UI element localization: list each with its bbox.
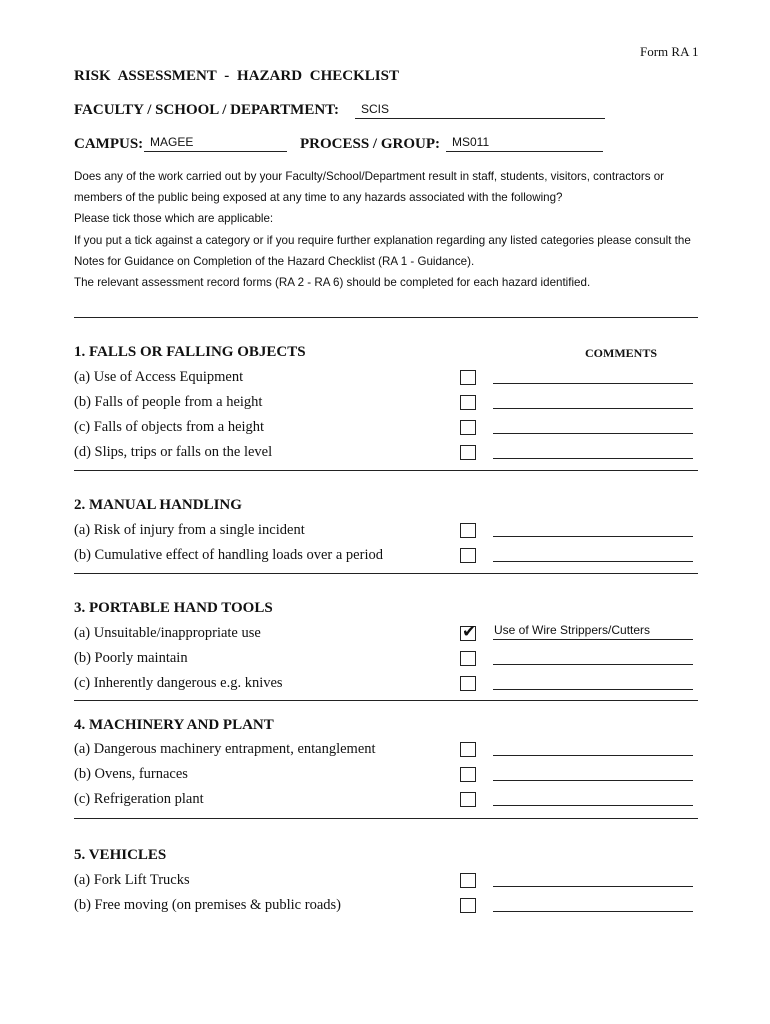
hazard-item-label: (b) Poorly maintain xyxy=(74,650,188,666)
hazard-item-label: (b) Cumulative effect of handling loads over a period xyxy=(74,547,383,563)
faculty-value: SCIS xyxy=(361,102,390,116)
hazard-checkbox[interactable] xyxy=(460,767,476,782)
intro-paragraph-2: Please tick those which are applicable: xyxy=(74,212,274,226)
hazard-item-label: (a) Use of Access Equipment xyxy=(74,369,244,385)
hazard-item-label: (c) Inherently dangerous e.g. knives xyxy=(74,675,283,691)
comment-field[interactable] xyxy=(493,446,693,459)
comment-text: Use of Wire Strippers/Cutters xyxy=(494,623,651,637)
intro-text xyxy=(74,166,714,293)
intro-paragraph-1: Does any of the work carried out by your Faculty/School/Department result in staff, students, visitors, contractors or members of the public being exposed at any time to any hazards associated with the following? xyxy=(74,170,665,205)
comment-field[interactable] xyxy=(493,768,693,781)
section-title: 5. VEHICLES xyxy=(74,847,167,863)
hazard-item-label: (d) Slips, trips or falls on the level xyxy=(74,444,273,460)
comment-field[interactable] xyxy=(493,743,693,756)
hazard-item-label: (c) Refrigeration plant xyxy=(74,791,204,807)
process-field[interactable] xyxy=(446,136,603,152)
divider xyxy=(74,470,698,471)
campus-label: CAMPUS: xyxy=(74,136,144,152)
hazard-checkbox[interactable] xyxy=(460,445,476,460)
hazard-item-label: (a) Fork Lift Trucks xyxy=(74,872,190,888)
comment-field[interactable] xyxy=(493,874,693,887)
comments-header: COMMENTS xyxy=(585,346,657,360)
hazard-item-label: (a) Dangerous machinery entrapment, entanglement xyxy=(74,741,376,757)
hazard-item-label: (a) Risk of injury from a single incident xyxy=(74,522,305,538)
checkmark-icon: ✔ xyxy=(462,622,477,642)
comment-field[interactable] xyxy=(493,421,693,434)
hazard-checkbox[interactable] xyxy=(460,651,476,666)
intro-paragraph-4: The relevant assessment record forms (RA 2 - RA 6) should be completed for each hazard identified. xyxy=(74,276,591,290)
hazard-checkbox[interactable] xyxy=(460,370,476,385)
divider xyxy=(74,700,698,701)
form-title: RISK ASSESSMENT - HAZARD CHECKLIST xyxy=(74,68,399,84)
hazard-item-label: (b) Falls of people from a height xyxy=(74,394,263,410)
hazard-checkbox[interactable] xyxy=(460,873,476,888)
hazard-checkbox[interactable] xyxy=(460,523,476,538)
hazard-checkbox[interactable] xyxy=(460,742,476,757)
hazard-item-label: (b) Free moving (on premises & public roads) xyxy=(74,897,341,913)
process-label: PROCESS / GROUP: xyxy=(300,136,441,152)
intro-paragraph-3: If you put a tick against a category or if you require further explanation regarding any listed categories please consult the Notes for Guidance on Completion of the Hazard Checklist (RA 1 - Guidance). xyxy=(74,233,691,268)
process-value: MS011 xyxy=(452,135,490,149)
hazard-checkbox[interactable] xyxy=(460,548,476,563)
hazard-checkbox[interactable] xyxy=(460,676,476,691)
divider xyxy=(74,317,698,318)
divider xyxy=(74,818,698,819)
hazard-checkbox[interactable] xyxy=(460,792,476,807)
section-title: 2. MANUAL HANDLING xyxy=(74,497,242,513)
comment-field[interactable] xyxy=(493,677,693,690)
comment-field[interactable] xyxy=(493,793,693,806)
comment-field[interactable] xyxy=(493,652,693,665)
form-id: Form RA 1 xyxy=(640,44,699,59)
hazard-item-label: (a) Unsuitable/inappropriate use xyxy=(74,625,261,641)
comment-field[interactable] xyxy=(493,396,693,409)
comment-field[interactable] xyxy=(493,371,693,384)
divider xyxy=(74,573,698,574)
campus-value: MAGEE xyxy=(150,135,194,149)
hazard-checkbox[interactable] xyxy=(460,420,476,435)
hazard-checkbox[interactable] xyxy=(460,395,476,410)
section-title: 4. MACHINERY AND PLANT xyxy=(74,717,274,733)
comment-field[interactable] xyxy=(493,524,693,537)
hazard-checkbox[interactable] xyxy=(460,898,476,913)
faculty-label: FACULTY / SCHOOL / DEPARTMENT: xyxy=(74,102,340,118)
comment-field[interactable] xyxy=(493,899,693,912)
hazard-item-label: (c) Falls of objects from a height xyxy=(74,419,265,435)
comment-field[interactable] xyxy=(493,549,693,562)
hazard-item-label: (b) Ovens, furnaces xyxy=(74,766,188,782)
section-title: 3. PORTABLE HAND TOOLS xyxy=(74,600,273,616)
comment-field[interactable] xyxy=(493,623,693,640)
faculty-field[interactable] xyxy=(355,103,605,119)
section-title: 1. FALLS OR FALLING OBJECTS xyxy=(74,344,306,360)
campus-field[interactable] xyxy=(144,136,287,152)
hazard-checkbox[interactable] xyxy=(460,622,477,642)
